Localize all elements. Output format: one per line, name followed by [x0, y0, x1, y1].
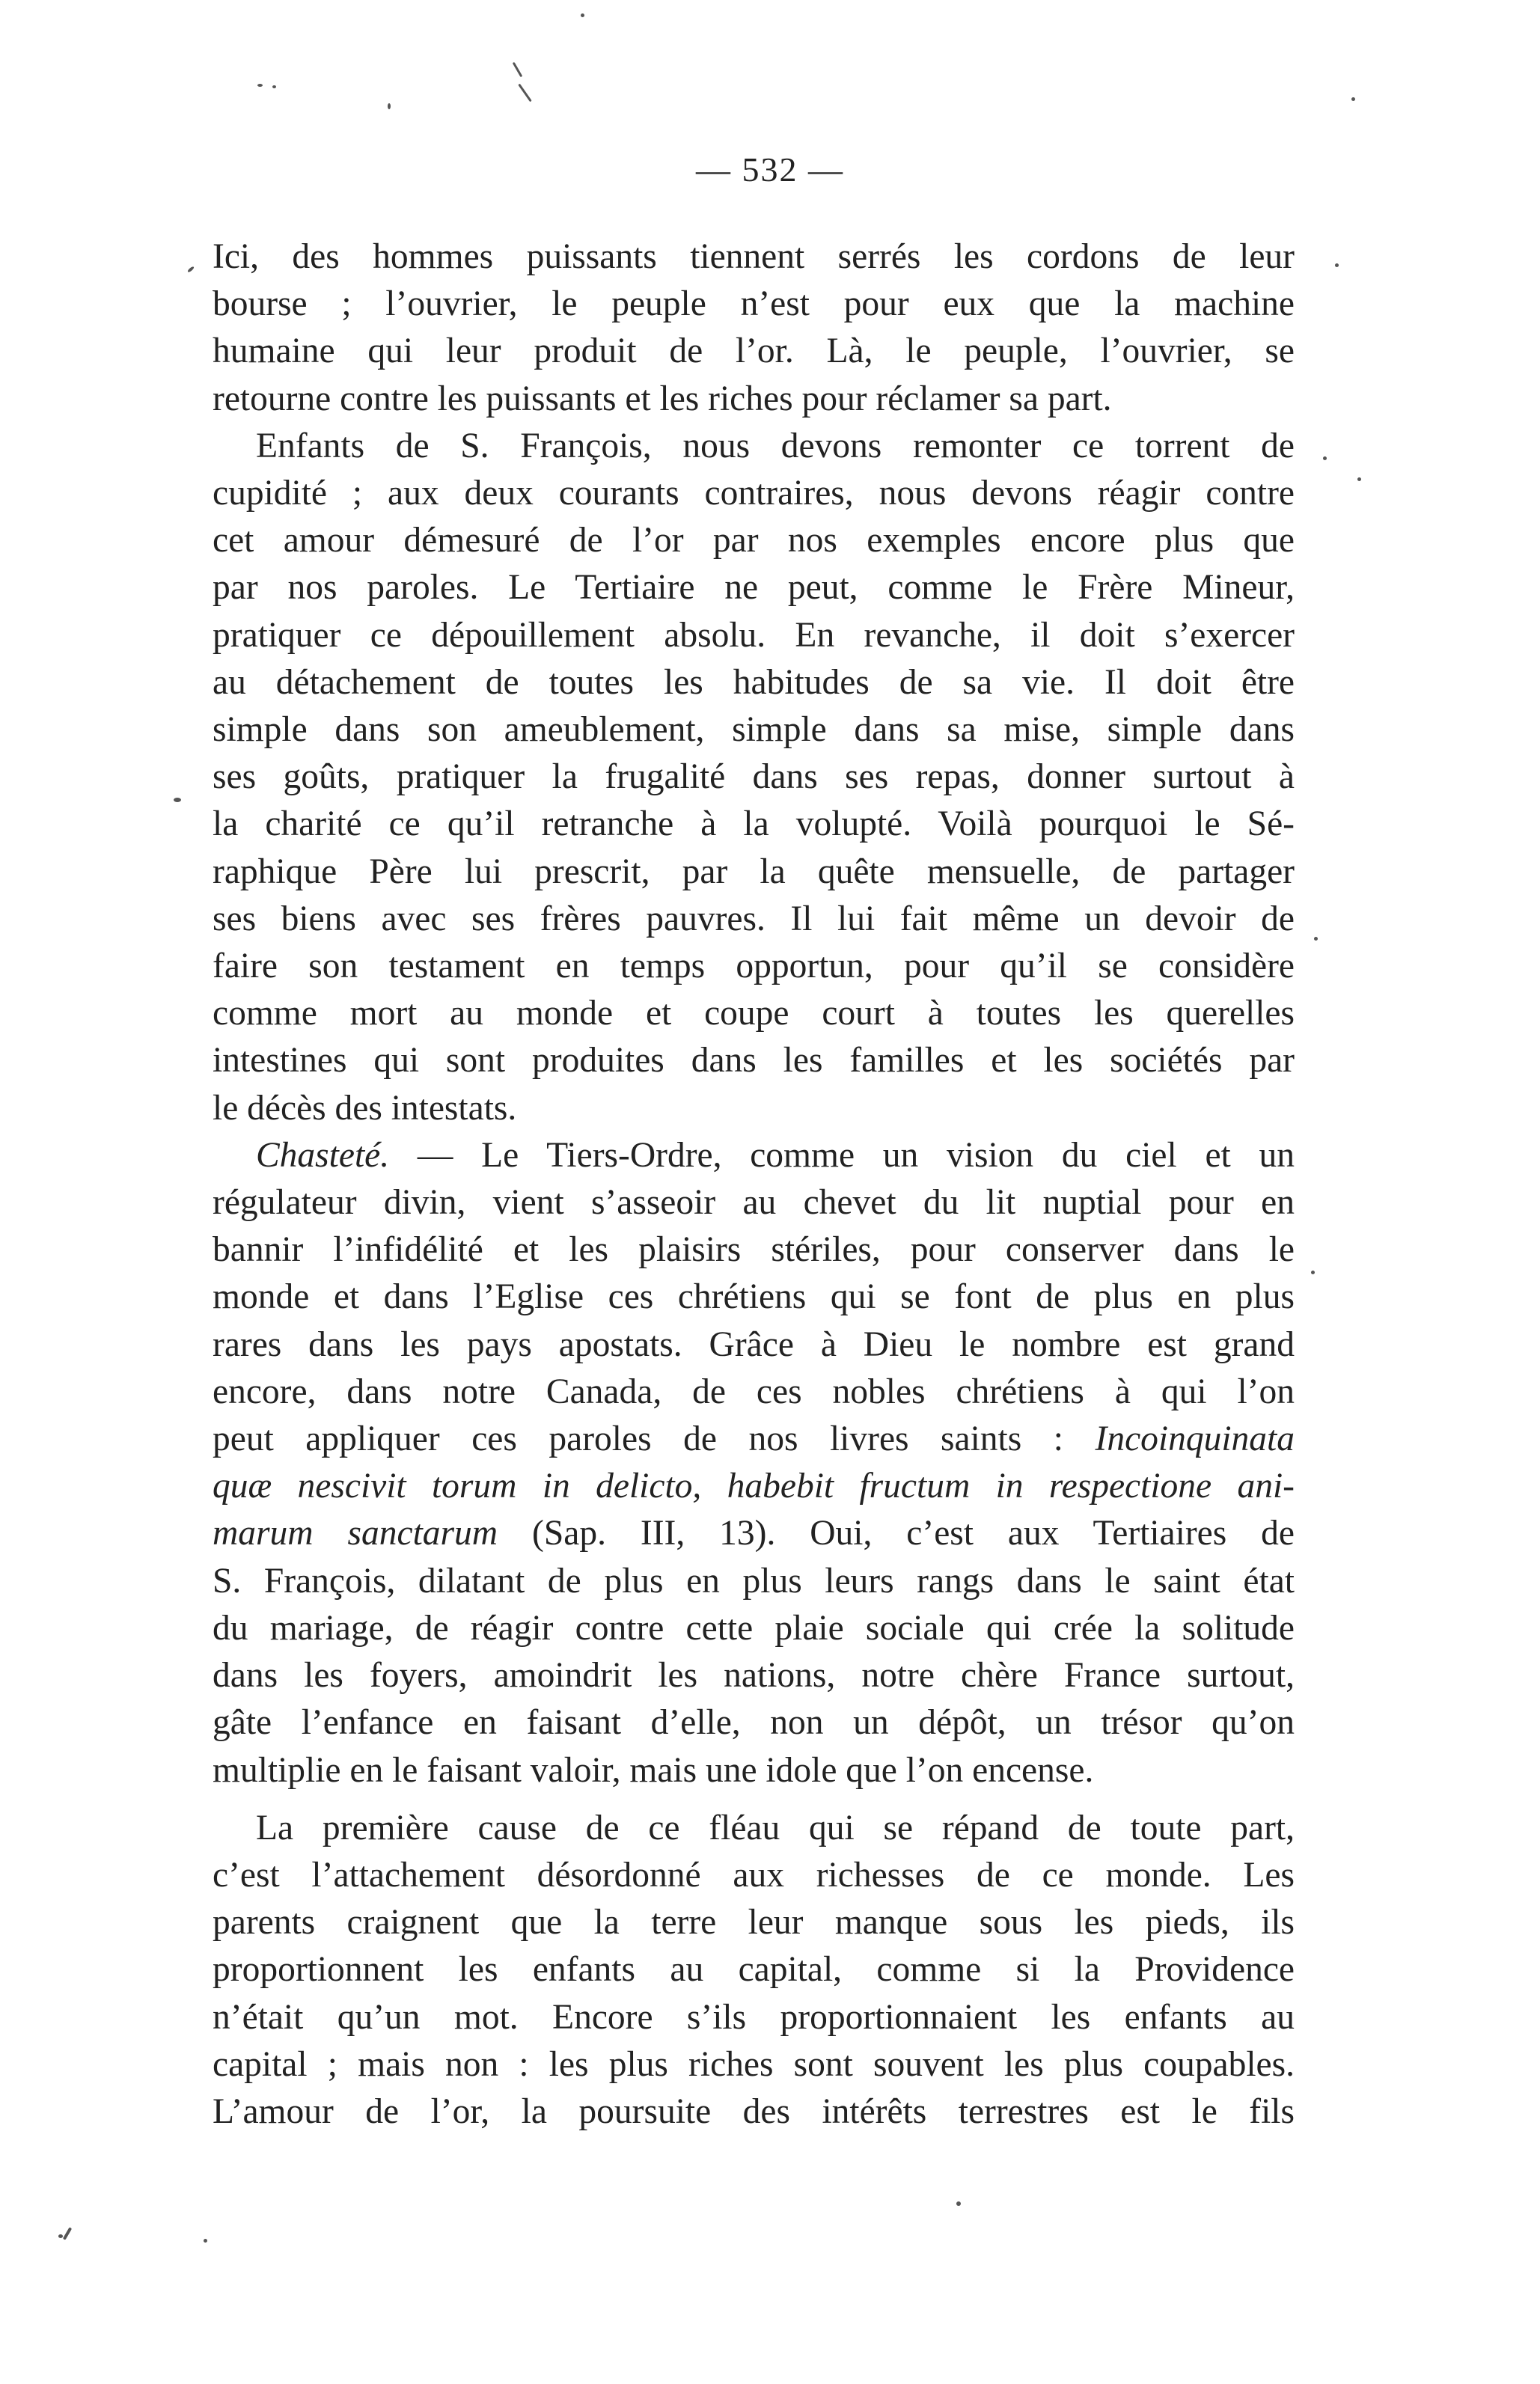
scan-speck [388, 103, 391, 109]
page-body [213, 233, 1295, 2136]
text-line: faire son testament en temps opportun, pour qu’il se considère [213, 947, 1295, 986]
latin-quote: quæ nescivit torum in delicto, habebit fructum in respectione ani- [213, 1467, 1295, 1506]
text-line: monde et dans l’Eglise ces chrétiens qui se font de plus en plus [213, 1277, 1295, 1317]
text-line: la charité ce qu’il retranche à la volupté. Voilà pourquoi le Sé- [213, 804, 1295, 844]
text-line: S. François, dilatant de plus en plus leurs rangs dans le saint état [213, 1561, 1295, 1601]
scan-speck [581, 13, 584, 17]
text-line: multiplie en le faisant valoir, mais une idole que l’on encense. [213, 1750, 1094, 1790]
text-line: encore, dans notre Canada, de ces nobles chrétiens à qui l’on [213, 1372, 1295, 1411]
text-line: n’était qu’un mot. Encore s’ils proportionnaient les enfants au [213, 1997, 1295, 2037]
text-line: La première cause de ce fléau qui se répand de toute part, [256, 1808, 1295, 1847]
paragraph-2 [213, 423, 1295, 1132]
scan-speck [63, 2227, 72, 2240]
text-span: (Sap. III, 13). Oui, c’est aux Tertiaires de [498, 1514, 1295, 1553]
scan-speck [257, 84, 263, 87]
scan-speck [518, 84, 532, 103]
scan-speck [513, 62, 523, 78]
text-line: parents craignent que la terre leur manque sous les pieds, ils [213, 1903, 1295, 1943]
paragraph-1 [213, 233, 1295, 423]
text-line: au détachement de toutes les habitudes de sa vie. Il doit être [213, 662, 1295, 702]
text-line: cupidité ; aux deux courants contraires, nous devons réagir contre [213, 474, 1295, 513]
text-line [213, 1132, 1295, 1179]
paragraph-3 [213, 1132, 1295, 1794]
text-line: retourne contre les puissants et les riches pour réclamer sa part. [213, 379, 1112, 418]
text-line: L’amour de l’or, la poursuite des intérêts terrestres est le fils [213, 2091, 1295, 2131]
text-line [213, 1416, 1295, 1463]
text-line: régulateur divin, vient s’asseoir au chevet du lit nuptial pour en [213, 1183, 1295, 1223]
scan-speck [1335, 263, 1339, 267]
text-line: proportionnent les enfants au capital, comme si la Providence [213, 1950, 1295, 1990]
text-line: c’est l’attachement désordonné aux richesses de ce monde. Les [213, 1855, 1295, 1895]
scan-speck [272, 85, 276, 88]
text-line: raphique Père lui prescrit, par la quête mensuelle, de partager [213, 852, 1295, 891]
scan-speck [1357, 477, 1361, 481]
text-line: intestines qui sont produites dans les familles et les sociétés par [213, 1041, 1295, 1081]
text-line [213, 1510, 1295, 1557]
text-line: bannir l’infidélité et les plaisirs stériles, pour conserver dans le [213, 1230, 1295, 1270]
text-line: simple dans son ameublement, simple dans sa mise, simple dans [213, 710, 1295, 750]
text-line: capital ; mais non : les plus riches sont souvent les plus coupables. [213, 2044, 1295, 2084]
scan-speck [1311, 1271, 1315, 1274]
scan-speck [1314, 937, 1318, 941]
text-line: le décès des intestats. [213, 1088, 517, 1128]
scan-speck [58, 2234, 63, 2238]
text-line: comme mort au monde et coupe court à toutes les querelles [213, 994, 1295, 1033]
text-line: Ici, des hommes puissants tiennent serrés les cordons de leur [213, 237, 1295, 276]
text-line: du mariage, de réagir contre cette plaie sociale qui crée la solitude [213, 1608, 1295, 1648]
text-line: par nos paroles. Le Tertiaire ne peut, comme le Frère Mineur, [213, 568, 1295, 608]
text-line: ses biens avec ses frères pauvres. Il lui fait même un devoir de [213, 899, 1295, 938]
text-line: bourse ; l’ouvrier, le peuple n’est pour eux que la machine [213, 284, 1295, 324]
text-line [213, 1463, 1295, 1510]
text-line: dans les foyers, amoindrit les nations, notre chère France surtout, [213, 1656, 1295, 1696]
scan-speck [1323, 456, 1327, 460]
text-span: peut appliquer ces paroles de nos livres saints : [213, 1419, 1096, 1459]
latin-quote: marum sanctarum [213, 1514, 498, 1553]
text-line: Enfants de S. François, nous devons remonter ce torrent de [256, 426, 1295, 465]
page-number: — 532 — [696, 150, 844, 189]
text-line: rares dans les pays apostats. Grâce à Dieu le nombre est grand [213, 1324, 1295, 1364]
text-line: cet amour démesuré de l’or par nos exemples encore plus que [213, 521, 1295, 560]
latin-quote: Incoinquinata [1095, 1419, 1295, 1459]
scan-speck [204, 2239, 207, 2243]
scan-speck [1351, 97, 1355, 101]
scan-speck [174, 798, 181, 802]
section-lead: Chasteté. [256, 1135, 390, 1175]
scan-speck [187, 266, 195, 272]
scan-speck [956, 2201, 961, 2206]
text-line: ses goûts, pratiquer la frugalité dans ses repas, donner surtout à [213, 757, 1295, 797]
text-span: — Le Tiers-Ordre, comme un vision du ciel et un [389, 1135, 1295, 1175]
paragraph-4 [213, 1805, 1295, 2136]
text-line: gâte l’enfance en faisant d’elle, non un dépôt, un trésor qu’on [213, 1703, 1295, 1743]
paragraph-gap [213, 1794, 1295, 1805]
text-line: pratiquer ce dépouillement absolu. En revanche, il doit s’exercer [213, 615, 1295, 655]
text-line: humaine qui leur produit de l’or. Là, le peuple, l’ouvrier, se [213, 331, 1295, 371]
